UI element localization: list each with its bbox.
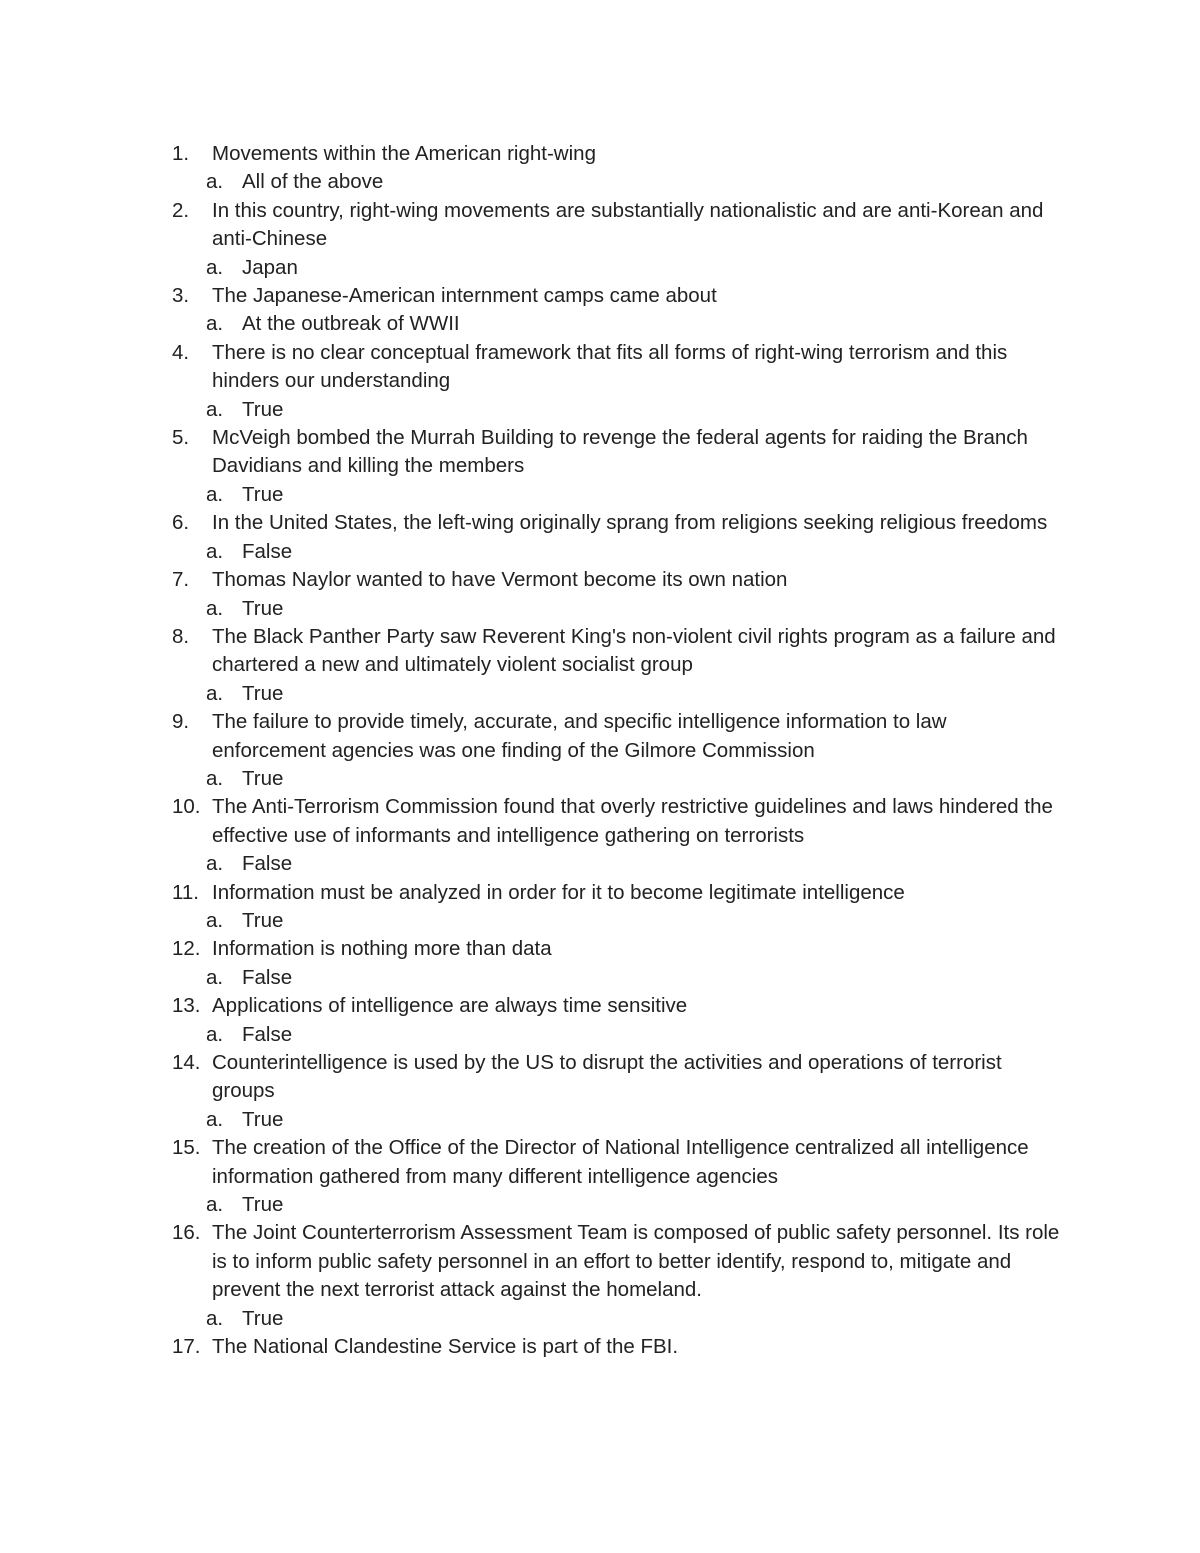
question-item	[172, 793, 1072, 850]
question-item	[172, 282, 1072, 310]
answer-text: True	[242, 766, 284, 790]
question-item	[172, 708, 1072, 765]
question-number: 7.	[172, 568, 190, 592]
question-item	[172, 1333, 1072, 1361]
question-number: 15.	[172, 1136, 201, 1160]
question-text: In this country, right-wing movements are substantially nationalistic and are anti-Korean and anti-Chinese	[212, 198, 1044, 251]
question-text: The creation of the Office of the Director of National Intelligence centralized all intelligence information gathered from many different intelligence agencies	[212, 1136, 1029, 1188]
question-item	[172, 197, 1072, 254]
question-number: 5.	[172, 426, 190, 450]
question-number: 10.	[172, 795, 201, 819]
answer-letter: a.	[206, 1022, 224, 1046]
answer-text: Japan	[242, 255, 298, 279]
answer-item	[172, 1191, 1072, 1219]
question-text: In the United States, the left-wing originally sprang from religions seeking religious freedoms	[212, 511, 1048, 535]
question-number: 6.	[172, 511, 190, 535]
question-item	[172, 509, 1072, 537]
answer-letter: a.	[206, 539, 224, 563]
answer-letter: a.	[206, 255, 224, 279]
answer-item	[172, 765, 1072, 793]
question-text: The Joint Counterterrorism Assessment Team is composed of public safety personnel. Its role is to inform public safety personnel in an effort to better identify, respond to, mitigate and prevent the next terrorist attack against the homeland.	[212, 1221, 1060, 1302]
question-number: 13.	[172, 994, 201, 1018]
answer-item	[172, 481, 1072, 509]
question-item	[172, 1049, 1072, 1106]
answer-text: True	[242, 482, 284, 506]
answer-letter: a.	[206, 1306, 224, 1330]
answer-letter: a.	[206, 596, 224, 620]
question-number: 12.	[172, 937, 201, 961]
answer-letter: a.	[206, 482, 224, 506]
answer-letter: a.	[206, 170, 224, 194]
question-number: 11.	[172, 880, 199, 904]
answer-text: False	[242, 965, 293, 989]
answer-text: True	[242, 908, 284, 932]
answer-item	[172, 680, 1072, 708]
question-text: Thomas Naylor wanted to have Vermont become its own nation	[212, 568, 788, 592]
answer-text: True	[242, 596, 284, 620]
question-text: There is no clear conceptual framework that fits all forms of right-wing terrorism and this hinders our understanding	[212, 340, 1008, 393]
answer-item	[172, 396, 1072, 424]
question-text: The National Clandestine Service is part of the FBI.	[212, 1335, 679, 1359]
question-item	[172, 623, 1072, 680]
answer-item	[172, 538, 1072, 566]
question-item	[172, 879, 1072, 907]
answer-text: True	[242, 681, 284, 705]
question-number: 4.	[172, 340, 190, 364]
answer-text: False	[242, 539, 293, 563]
question-item	[172, 140, 1072, 168]
answer-text: True	[242, 1306, 284, 1330]
answer-text: True	[242, 397, 284, 421]
answer-text: True	[242, 1193, 284, 1217]
answer-text: True	[242, 1107, 284, 1131]
question-item	[172, 424, 1072, 481]
question-number: 17.	[172, 1335, 201, 1359]
answer-item	[172, 1021, 1072, 1049]
answer-item	[172, 595, 1072, 623]
question-number: 1.	[172, 142, 190, 165]
answer-letter: a.	[206, 852, 224, 876]
question-text: The failure to provide timely, accurate, and specific intelligence information to law enforcement agencies was one finding of the Gilmore Commission	[212, 710, 947, 762]
question-text: Information must be analyzed in order for it to become legitimate intelligence	[212, 880, 905, 904]
answer-letter: a.	[206, 965, 224, 989]
answer-item	[172, 907, 1072, 935]
question-text: Information is nothing more than data	[212, 937, 552, 961]
question-item	[172, 1219, 1072, 1304]
question-number: 2.	[172, 198, 190, 222]
answer-item	[172, 964, 1072, 992]
answer-letter: a.	[206, 908, 224, 932]
question-text: McVeigh bombed the Murrah Building to revenge the federal agents for raiding the Branch Davidians and killing the members	[212, 426, 1028, 478]
question-text: The Anti-Terrorism Commission found that overly restrictive guidelines and laws hindered the effective use of informants and intelligence gathering on terrorists	[212, 795, 1053, 847]
question-item	[172, 1134, 1072, 1191]
question-number: 8.	[172, 624, 190, 648]
answer-item	[172, 1106, 1072, 1134]
question-number: 14.	[172, 1051, 201, 1074]
answer-text: All of the above	[242, 170, 384, 194]
answer-letter: a.	[206, 1107, 224, 1131]
answer-letter: a.	[206, 766, 224, 790]
question-item	[172, 566, 1072, 594]
answer-item	[172, 1305, 1072, 1333]
question-list	[172, 140, 1072, 1361]
question-item	[172, 935, 1072, 963]
answer-letter: a.	[206, 1193, 224, 1217]
question-text: The Japanese-American internment camps came about	[212, 284, 717, 308]
question-text: Movements within the American right-wing	[212, 142, 596, 165]
question-text: Applications of intelligence are always time sensitive	[212, 994, 688, 1018]
answer-item	[172, 850, 1072, 878]
answer-item	[172, 254, 1072, 282]
answer-letter: a.	[206, 397, 224, 421]
question-number: 3.	[172, 284, 190, 308]
question-item	[172, 339, 1072, 396]
question-text: The Black Panther Party saw Reverent King's non-violent civil rights program as a failure and chartered a new and ultimately violent socialist group	[212, 624, 1056, 677]
question-text: Counterintelligence is used by the US to disrupt the activities and operations of terrorist groups	[212, 1051, 1002, 1103]
answer-text: False	[242, 852, 293, 876]
answer-item	[172, 310, 1072, 338]
question-number: 16.	[172, 1221, 201, 1245]
answer-letter: a.	[206, 681, 224, 705]
question-item	[172, 992, 1072, 1020]
answer-text: At the outbreak of WWII	[242, 312, 460, 336]
answer-text: False	[242, 1022, 293, 1046]
answer-item	[172, 168, 1072, 196]
answer-letter: a.	[206, 312, 224, 336]
question-number: 9.	[172, 710, 190, 734]
